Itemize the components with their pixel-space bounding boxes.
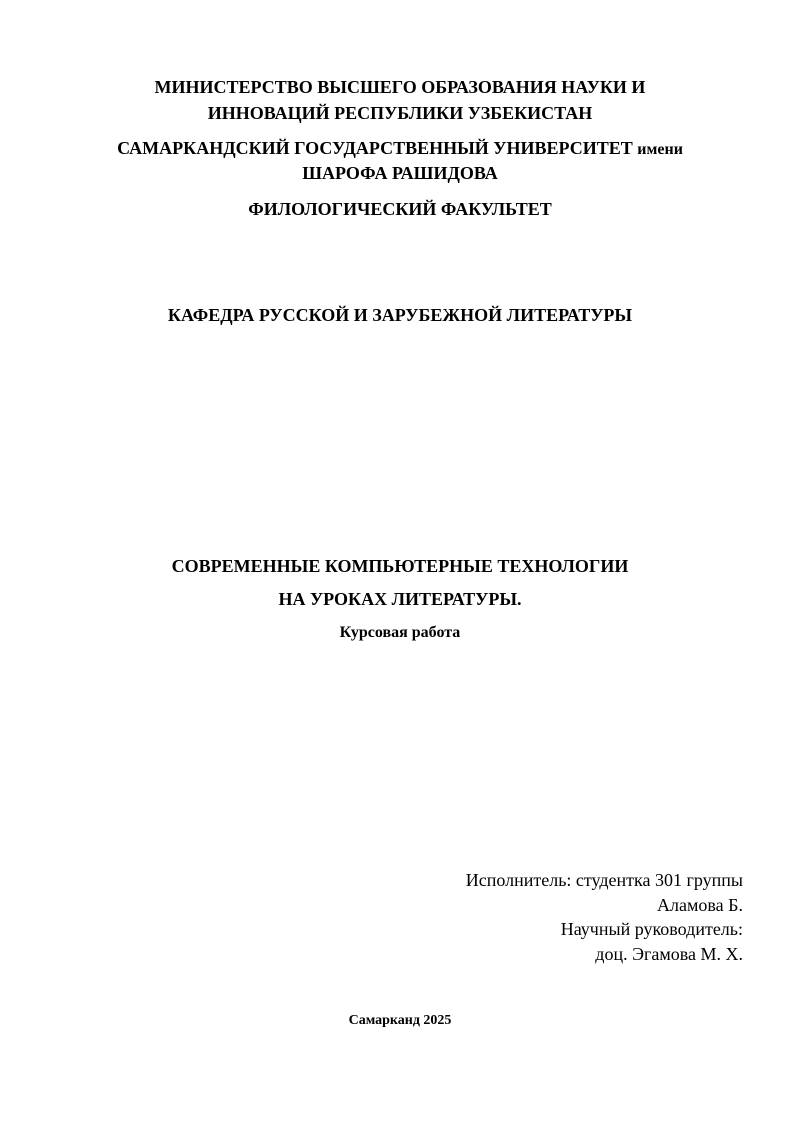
university-name: САМАРКАНДСКИЙ ГОСУДАРСТВЕННЫЙ УНИВЕРСИТЕТ bbox=[117, 138, 633, 158]
ministry-line-1: МИНИСТЕРСТВО ВЫСШЕГО ОБРАЗОВАНИЯ НАУКИ И bbox=[154, 77, 646, 97]
department-name: КАФЕДРА РУССКОЙ И ЗАРУБЕЖНОЙ ЛИТЕРАТУРЫ bbox=[167, 305, 633, 325]
performer-name: Аламова Б. bbox=[657, 895, 743, 915]
work-title-line-1: СОВРЕМЕННЫЕ КОМПЬЮТЕРНЫЕ ТЕХНОЛОГИИ bbox=[171, 556, 629, 576]
city-year: Самарканд 2025 bbox=[348, 1013, 452, 1028]
supervisor-name: доц. Эгамова М. Х. bbox=[595, 944, 743, 964]
work-title-line-2: НА УРОКАХ ЛИТЕРАТУРЫ. bbox=[278, 589, 522, 609]
university-line-2: ШАРОФА РАШИДОВА bbox=[302, 163, 498, 183]
university-line-1 bbox=[0, 139, 800, 158]
performer-label: Исполнитель: студентка 301 группы bbox=[465, 870, 743, 890]
supervisor-label: Научный руководитель: bbox=[560, 919, 743, 939]
faculty-name: ФИЛОЛОГИЧЕСКИЙ ФАКУЛЬТЕТ bbox=[248, 199, 552, 219]
ministry-line-2: ИННОВАЦИЙ РЕСПУБЛИКИ УЗБЕКИСТАН bbox=[207, 103, 593, 123]
university-name-suffix: имени bbox=[637, 141, 683, 158]
work-type: Курсовая работа bbox=[339, 624, 461, 641]
